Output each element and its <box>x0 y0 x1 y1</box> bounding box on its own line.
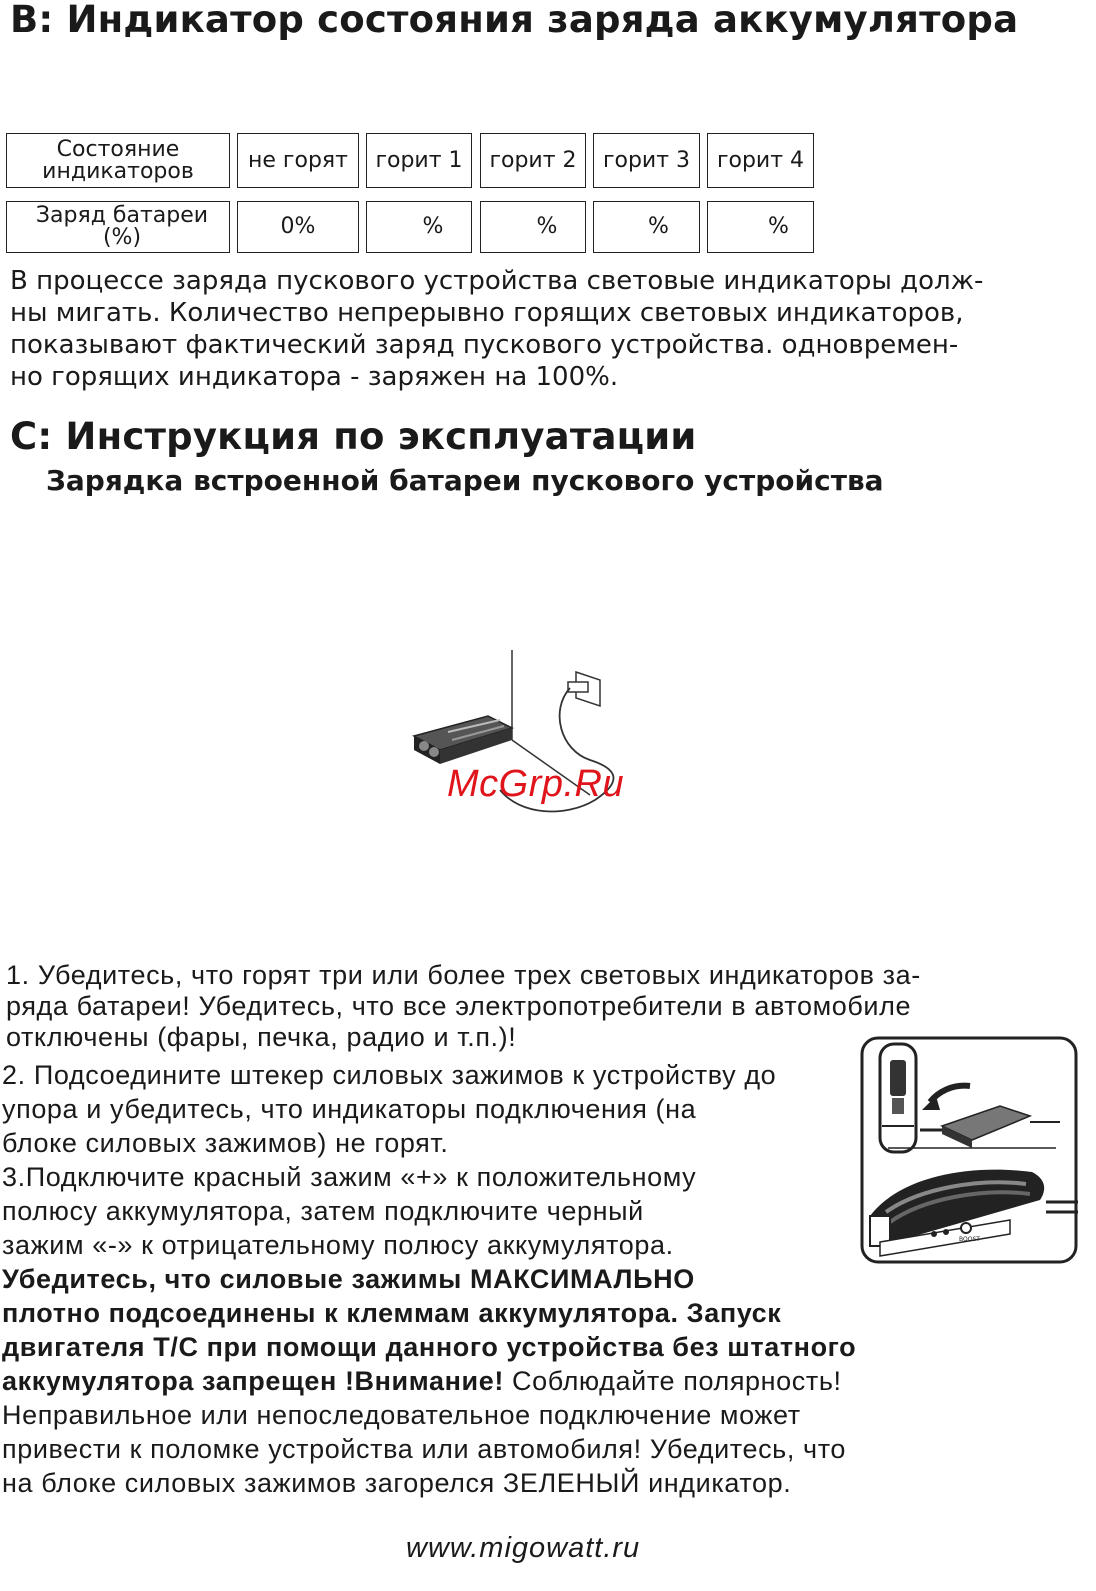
step-line: блоке силовых зажимов) не горят. <box>2 1128 449 1158</box>
charging-illustration <box>400 640 660 840</box>
step-1 <box>6 958 921 1054</box>
section-b-title: B: Индикатор состояния заряда аккумулятора <box>10 0 1019 41</box>
warning-line: плотно подсоединены к клеммам аккумулятора. Запуск <box>2 1298 782 1328</box>
paragraph-line: показывают фактический заряд пускового устройства. одновремен- <box>10 330 959 360</box>
wall-outlet-icon <box>568 672 600 706</box>
row-header-line: Состояние <box>56 136 180 162</box>
warning-line: Убедитесь, что силовые зажимы МАКСИМАЛЬНО <box>2 1264 695 1294</box>
table-header-cell: горит 2 <box>480 133 586 188</box>
table-value-cell: % <box>480 201 586 253</box>
table-header-cell: горит 4 <box>707 133 814 188</box>
device-side-port-icon <box>880 1044 916 1152</box>
warning-line-mixed <box>2 1364 856 1398</box>
section-c-title: C: Инструкция по эксплуатации <box>10 415 697 458</box>
table-value-cell: % <box>707 201 814 253</box>
clamp-connection-illustration <box>860 1036 1080 1266</box>
section-b-paragraph <box>10 265 983 393</box>
step-line: зажим «-» к отрицательному полюсу аккумулятора. <box>2 1230 674 1260</box>
step-line: ряда батареи! Убедитесь, что все электропотребители в автомобиле <box>6 991 912 1021</box>
steps-2-3-block <box>2 1058 856 1500</box>
warning-bold-text: аккумулятора запрещен !Внимание! <box>2 1366 504 1396</box>
warning-line: двигателя Т/С при помощи данного устройства без штатного <box>2 1332 857 1362</box>
step-line: полюсу аккумулятора, затем подключите черный <box>2 1196 644 1226</box>
step-line: 2. Подсоедините штекер силовых зажимов к устройству до <box>2 1060 777 1090</box>
footer-url: www.migowatt.ru <box>406 1532 641 1564</box>
table-row-header-charge: Заряд батареи (%) <box>6 201 230 253</box>
warning-line: привести к поломке устройства или автомобиля! Убедитесь, что <box>2 1434 846 1464</box>
table-header-cell: горит 3 <box>593 133 700 188</box>
step-line: отключены (фары, печка, радио и т.п.)! <box>6 1022 517 1052</box>
watermark-text: McGrp.Ru <box>447 763 625 805</box>
step-line: упора и убедитесь, что индикаторы подключения (на <box>2 1094 697 1124</box>
table-header-cell: не горят <box>237 133 359 188</box>
step-line: 1. Убедитесь, что горят три или более трех световых индикаторов за- <box>6 960 921 990</box>
table-row-header-state <box>6 133 230 188</box>
paragraph-line: но горящих индикатора - заряжен на 100%. <box>10 362 619 392</box>
jump-starter-device-icon <box>414 716 512 764</box>
table-value-cell: % <box>593 201 700 253</box>
table-value-cell: 0% <box>237 201 359 253</box>
paragraph-line: В процессе заряда пускового устройства световые индикаторы долж- <box>10 266 984 296</box>
warning-tail-text: Соблюдайте полярность! <box>503 1366 842 1396</box>
step-line: 3.Подключите красный зажим «+» к положительному <box>2 1162 697 1192</box>
table-header-cell: горит 1 <box>366 133 472 188</box>
row-header-line: индикаторов <box>42 158 194 184</box>
boost-label: BOOST <box>959 1236 980 1243</box>
warning-line: Неправильное или непоследовательное подключение может <box>2 1400 801 1430</box>
warning-line: на блоке силовых зажимов загорелся ЗЕЛЕНЫЙ индикатор. <box>2 1468 792 1498</box>
section-c-subtitle: Зарядка встроенной батареи пускового устройства <box>46 464 884 497</box>
paragraph-line: ны мигать. Количество непрерывно горящих световых индикаторов, <box>10 298 964 328</box>
table-value-cell: % <box>366 201 472 253</box>
